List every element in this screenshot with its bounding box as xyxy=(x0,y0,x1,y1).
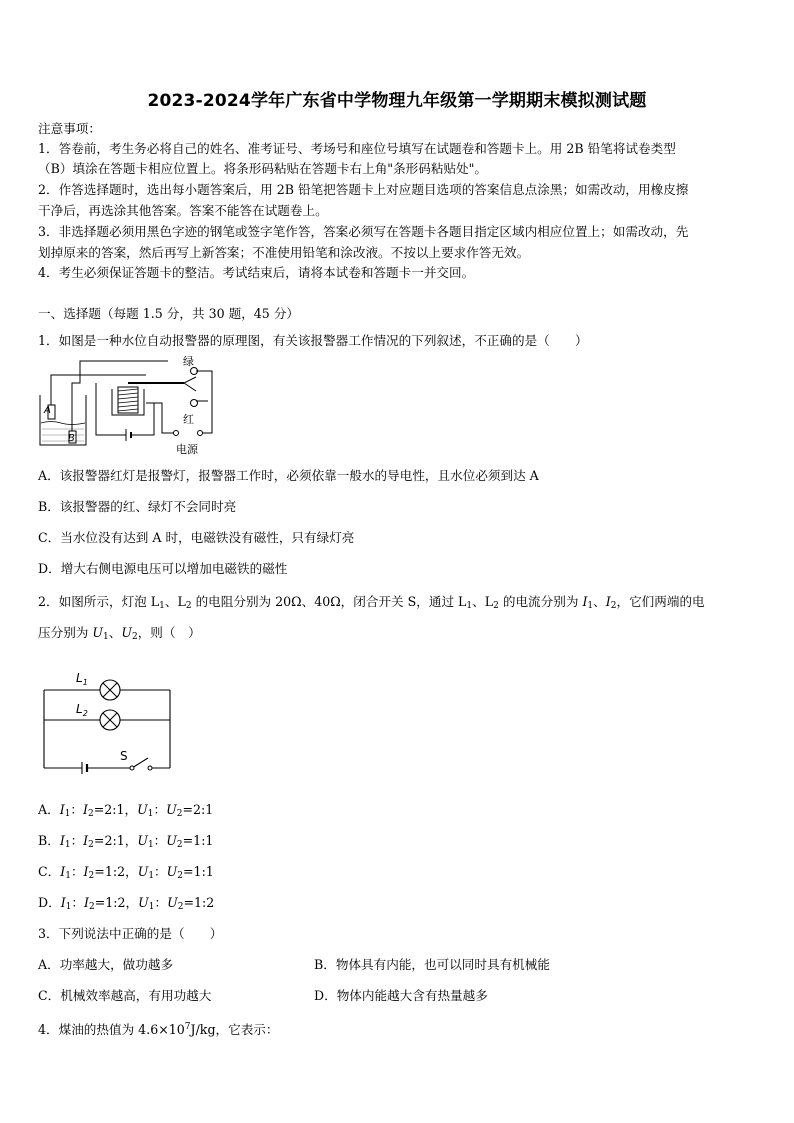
q2-option-b: B．$I_1$：$I_2=2:1$，$U_1$：$U_2=1:1$ xyxy=(38,833,214,850)
q2-option-d: D．$I_1$：$I_2=1:2$，$U_1$：$U_2=1:2$ xyxy=(38,895,215,912)
q2-label-l2: $L_2$ xyxy=(76,702,88,718)
q4-stem: 4．煤油的热值为 $4.6\times 10^7J/kg$，它表示： xyxy=(38,1022,279,1037)
q1-label-b: B xyxy=(68,433,75,444)
q1-option-b: B．该报警器的红、绿灯不会同时亮 xyxy=(38,499,237,514)
q2-stem-line-2: 压分别为 $U_1$、$U_2$，则（ ） xyxy=(38,625,201,642)
q2-option-c: C．$I_1$：$I_2=1:2$，$U_1$：$U_2=1:1$ xyxy=(38,864,214,881)
notice-line-4: 干净后，再选涂其他答案。答案不能答在试题卷上。 xyxy=(38,203,328,218)
q1-label-a: A xyxy=(44,405,51,416)
notice-line-5: 3．非选择题必须用黑色字迹的钢笔或签字笔作答，答案必须写在答题卡各题目指定区域内相应位置上；如需改动，先 xyxy=(38,224,689,239)
q2-stem-line-1: 2．如图所示，灯泡 $L_1$、$L_2$ 的电阻分别为 20Ω、40Ω，闭合开关 S，通过 $L_1$、$L_2$ 的电流分别为 $I_1$、$I_2$，它们两端的电 xyxy=(38,594,705,611)
section-heading: 一、选择题（每题 1.5 分，共 30 题，45 分） xyxy=(38,306,300,321)
notice-line-3: 2．作答选择题时，选出每小题答案后，用 2B 铅笔把答题卡上对应题目选项的答案信息点涂黑；如需改动，用橡皮擦 xyxy=(38,182,689,197)
q3-option-a: A．功率越大，做功越多 xyxy=(38,957,174,972)
q3-stem: 3．下列说法中正确的是（ ） xyxy=(38,926,223,941)
q3-option-d: D．物体内能越大含有热量越多 xyxy=(314,988,488,1003)
page-title: 2023-2024学年广东省中学物理九年级第一学期期末模拟测试题 xyxy=(147,91,647,111)
q1-label-power: 电源 xyxy=(176,443,198,456)
q3-option-b: B．物体具有内能，也可以同时具有机械能 xyxy=(314,957,550,972)
q1-label-green: 绿 xyxy=(183,355,194,368)
q1-stem: 1．如图是一种水位自动报警器的原理图，有关该报警器工作情况的下列叙述，不正确的是（ ） xyxy=(38,333,588,348)
q1-label-red: 红 xyxy=(183,413,194,426)
q1-option-a: A．该报警器红灯是报警灯，报警器工作时，必须依靠一般水的导电性，且水位必须到达 A xyxy=(38,468,539,483)
q1-option-d: D．增大右侧电源电压可以增加电磁铁的磁性 xyxy=(38,561,288,576)
notice-heading: 注意事项： xyxy=(38,121,101,136)
q1-alarm-circuit-figure xyxy=(36,353,216,457)
q3-option-c: C．机械效率越高，有用功越大 xyxy=(38,988,212,1003)
q2-parallel-circuit-figure xyxy=(38,662,178,774)
q2-option-a: A．$I_1$：$I_2=2:1$，$U_1$：$U_2=2:1$ xyxy=(38,802,214,819)
q2-label-l1: $L_1$ xyxy=(76,671,88,687)
q1-option-c: C．当水位没有达到 A 时，电磁铁没有磁性，只有绿灯亮 xyxy=(38,530,355,545)
notice-line-2: （B）填涂在答题卡相应位置上。将条形码粘贴在答题卡右上角"条形码粘贴处"。 xyxy=(38,161,488,176)
notice-line-1: 1．答卷前，考生务必将自己的姓名、准考证号、考场号和座位号填写在试题卷和答题卡上。用 2B 铅笔将试卷类型 xyxy=(38,141,676,156)
notice-line-7: 4．考生必须保证答题卡的整洁。考试结束后，请将本试卷和答题卡一并交回。 xyxy=(38,265,475,280)
q2-label-s: S xyxy=(120,749,128,763)
notice-line-6: 划掉原来的答案，然后再写上新答案；不准使用铅笔和涂改液。不按以上要求作答无效。 xyxy=(38,245,530,260)
